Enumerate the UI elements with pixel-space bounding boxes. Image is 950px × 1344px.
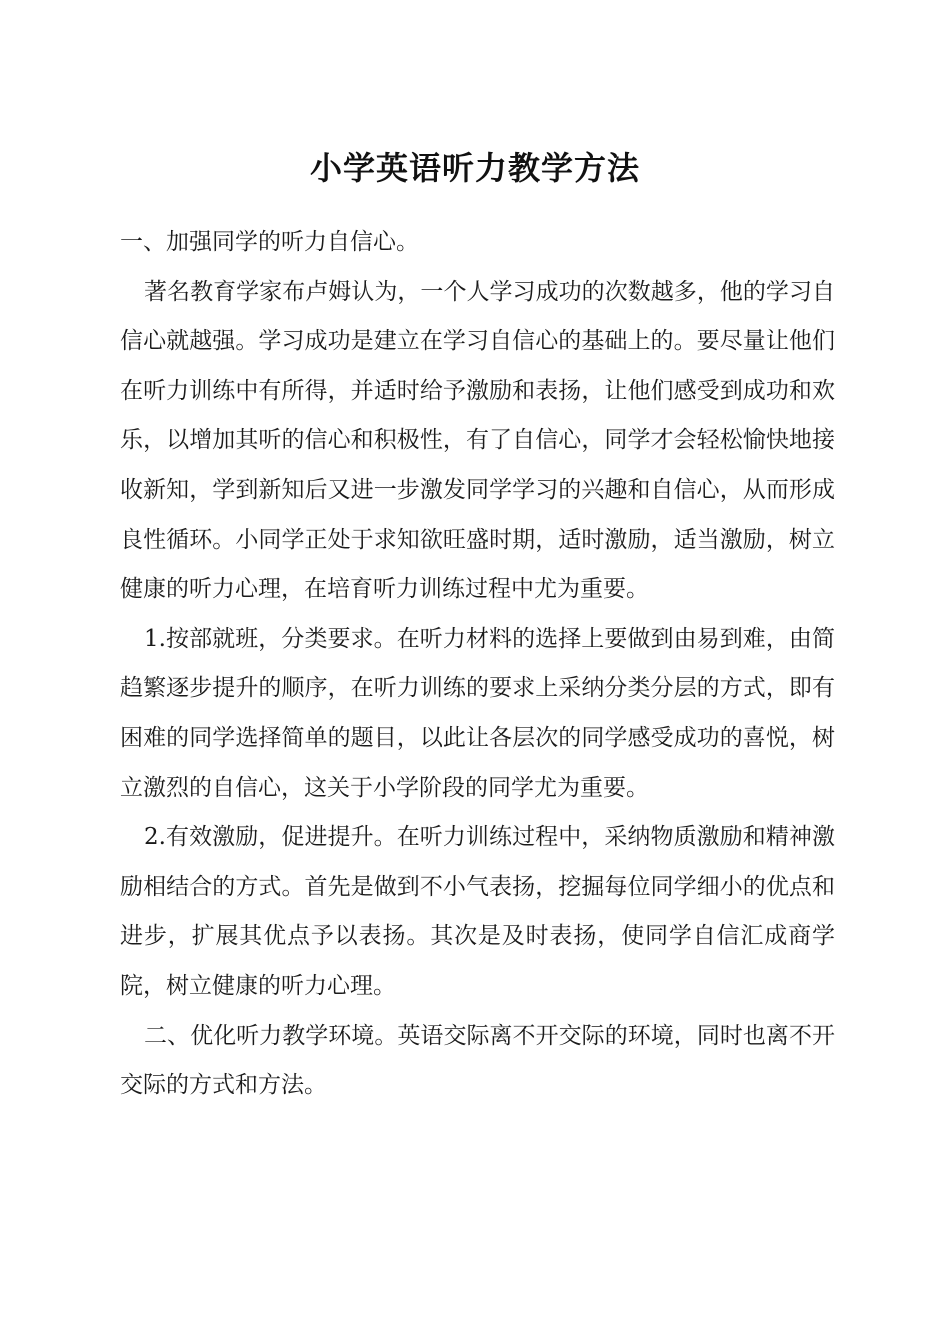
document-body: [120, 218, 835, 1111]
section-heading-2: 二、优化听力教学环境。英语交际离不开交际的环境，同时也离不开交际的方式和方法。: [120, 1022, 835, 1099]
section-heading-1: 一、加强同学的听力自信心。: [120, 229, 419, 255]
body-paragraph: 著名教育学家布卢姆认为，一个人学习成功的次数越多，他的学习自信心就越强。学习成功是建立在学习自信心的基础上的。要尽量让他们在听力训练中有所得，并适时给予激励和表扬，让他们感受到成功和欢乐，以增加其听的信心和积极性，有了自信心，同学才会轻松愉快地接收新知，学到新知后又进一步激发同学学习的兴趣和自信心，从而形成良性循环。小同学正处于求知欲旺盛时期，适时激励，适当激励，树立健康的听力心理，在培育听力训练过程中尤为重要。: [120, 278, 835, 603]
document-title: 小学英语听力教学方法: [309, 149, 640, 187]
body-paragraph: 1.按部就班，分类要求。在听力材料的选择上要做到由易到难，由简趋繁逐步提升的顺序，在听力训练的要求上采纳分类分层的方式，即有困难的同学选择简单的题目，以此让各层次的同学感受成功的喜悦，树立激烈的自信心，这关于小学阶段的同学尤为重要。: [120, 625, 835, 801]
body-paragraph: 2.有效激励，促进提升。在听力训练过程中，采纳物质激励和精神激励相结合的方式。首先是做到不小气表扬，挖掘每位同学细小的优点和进步，扩展其优点予以表扬。其次是及时表扬，使同学自信汇成商学院，树立健康的听力心理。: [120, 824, 835, 999]
